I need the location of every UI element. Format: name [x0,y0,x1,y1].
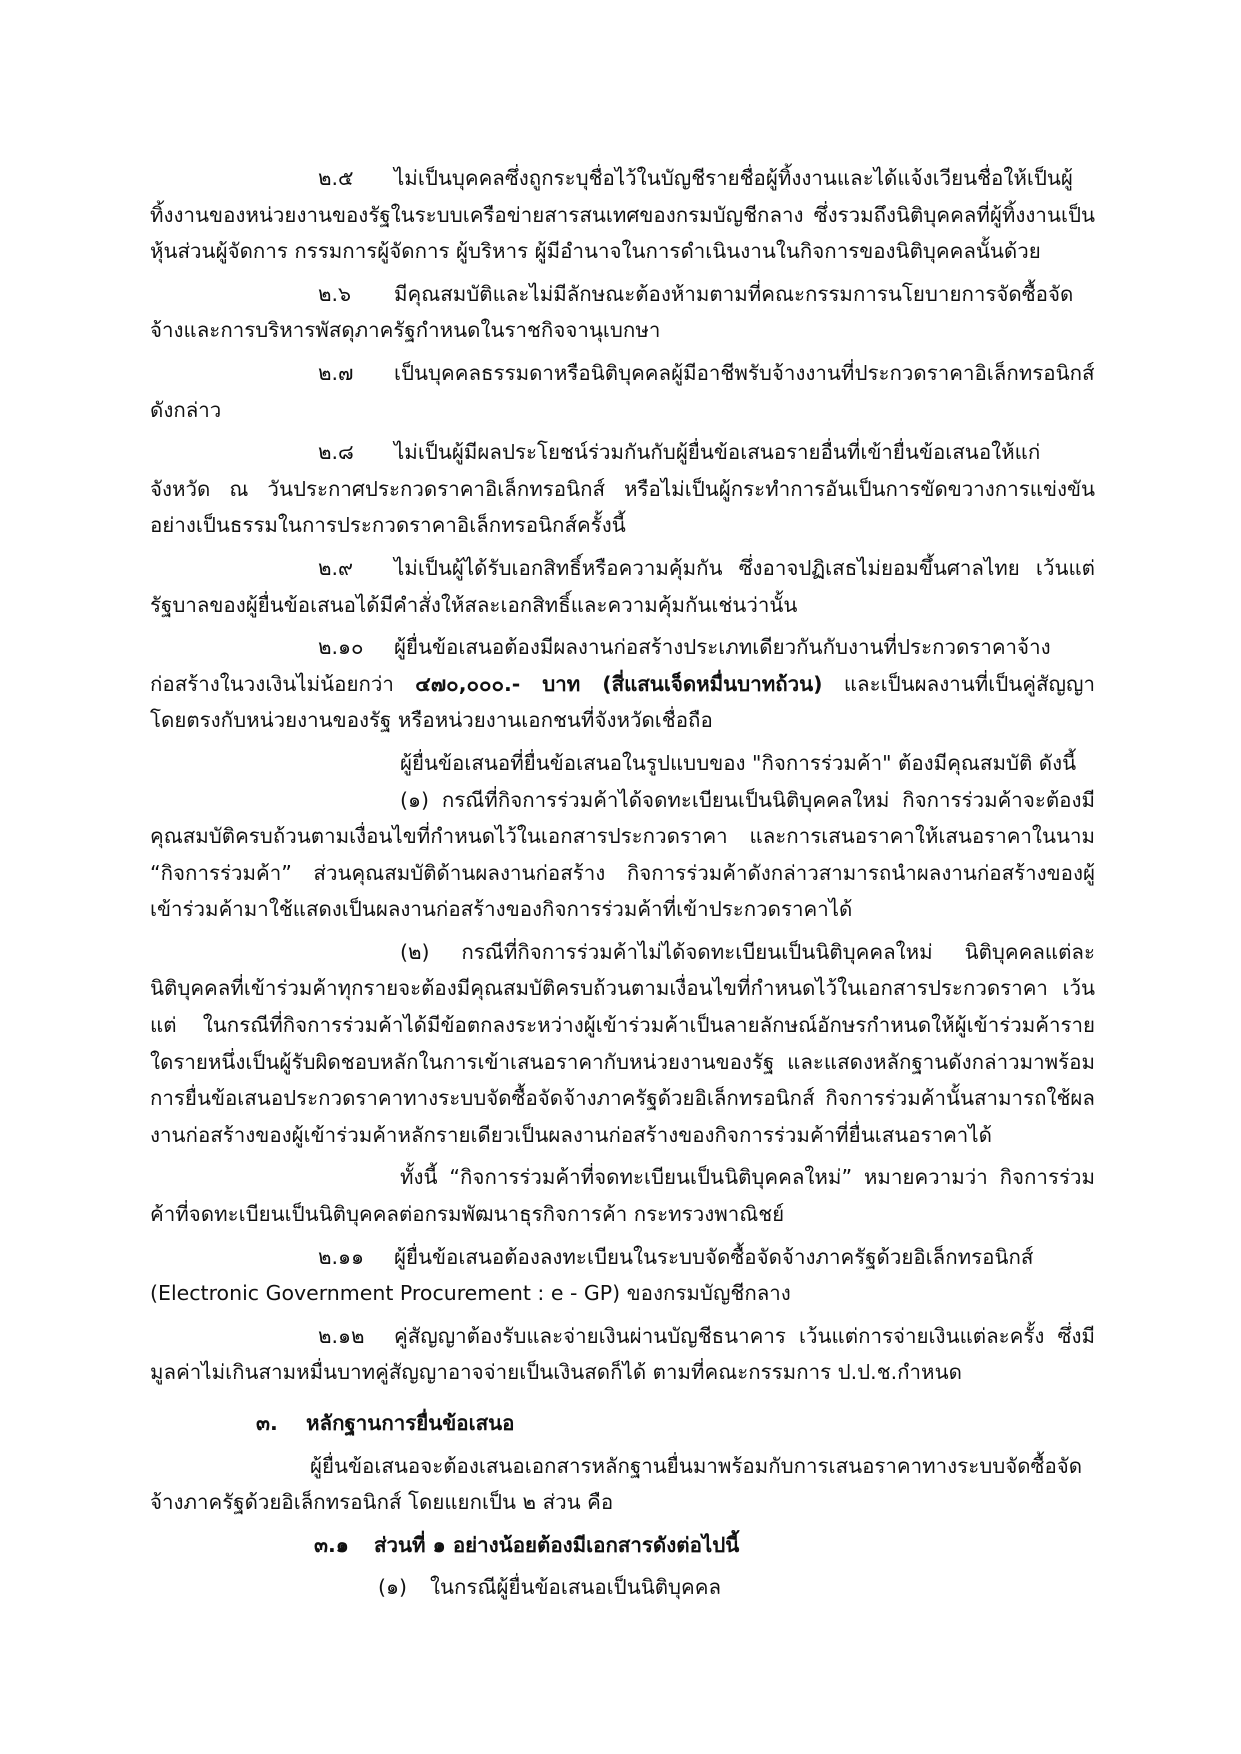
joint-venture-case-1: (๑) กรณีที่กิจการร่วมค้าได้จดทะเบียนเป็นนิติบุคคลใหม่ กิจการร่วมค้าจะต้องมีคุณสมบัติครบถ้วนตามเงื่อนไขที่กำหนดไว้ในเอกสารประกวดราคา และการเสนอราคาให้เสนอราคาในนาม “กิจการร่วมค้า” ส่วนคุณสมบัติด้านผลงานก่อสร้าง กิจการร่วมค้าดังกล่าวสามารถนำผลงานก่อสร้างของผู้เข้าร่วมค้ามาใช้แสดงเป็นผลงานก่อสร้างของกิจการร่วมค้าที่เข้าประกวดราคาได้ [150,787,1095,922]
clause-number: ๒.๘ [318,440,354,465]
joint-venture-intro: ผู้ยื่นข้อเสนอที่ยื่นข้อเสนอในรูปแบบของ "กิจการร่วมค้า" ต้องมีคุณสมบัติ ดังนี้ [400,750,1077,775]
section-3-1-heading [150,1527,1095,1564]
clause-number: ๒.๑๑ [318,1244,365,1269]
clause-2-7-continuation: ดังกล่าว [150,397,222,422]
clause-text: เป็นบุคคลธรรมดาหรือนิติบุคคลผู้มีอาชีพรับจ้างงานที่ประกวดราคาอิเล็กทรอนิกส์ [394,360,1095,385]
section-title: ส่วนที่ ๑ อย่างน้อยต้องมีเอกสารดังต่อไปนี้ [374,1532,740,1557]
clause-2-5 [150,160,1095,270]
section-3-1-item-1 [150,1569,1095,1606]
joint-venture-case-2: (๒) กรณีที่กิจการร่วมค้าไม่ได้จดทะเบียนเป็นนิติบุคคลใหม่ นิติบุคคลแต่ละนิติบุคคลที่เข้าร่วมค้าทุกรายจะต้องมีคุณสมบัติครบถ้วนตามเงื่อนไขที่กำหนดไว้ในเอกสารประกวดราคา เว้นแต่ ในกรณีที่กิจการร่วมค้าได้มีข้อตกลงระหว่างผู้เข้าร่วมค้าเป็นลายลักษณ์อักษรกำหนดให้ผู้เข้าร่วมค้ารายใดรายหนึ่งเป็นผู้รับผิดชอบหลักในการเข้าเสนอราคากับหน่วยงานของรัฐ และแสดงหลักฐานดังกล่าวมาพร้อมการยื่นข้อเสนอประกวดราคาทางระบบจัดซื้อจัดจ้างภาครัฐด้วยอิเล็กทรอนิกส์ กิจการร่วมค้านั้นสามารถใช้ผลงานก่อสร้างของผู้เข้าร่วมค้าหลักรายเดียวเป็นผลงานก่อสร้างของกิจการร่วมค้าที่ยื่นเสนอราคาได้ [150,939,1095,1147]
clause-text: ผู้ยื่นข้อเสนอต้องมีผลงานก่อสร้างประเภทเดียวกันกับงานที่ประกวดราคาจ้างก่อสร้างในวงเงินไม่น้อยกว่า [150,635,1051,696]
section-3-heading [150,1405,1095,1442]
section-3-text: ผู้ยื่นข้อเสนอจะต้องเสนอเอกสารหลักฐานยื่นมาพร้อมกับการเสนอราคาทางระบบจัดซื้อจัดจ้างภาครัฐด้วยอิเล็กทรอนิกส์ โดยแยกเป็น ๒ ส่วน คือ [150,1453,1083,1515]
clause-text: ผู้ยื่นข้อเสนอต้องลงทะเบียนในระบบจัดซื้อจัดจ้างภาครัฐด้วยอิเล็กทรอนิกส์ (Electronic Government Procurement : e - GP) ของกรมบัญชีกลาง [150,1244,1034,1306]
clause-2-11 [150,1239,1095,1312]
clause-number: ๒.๗ [318,360,354,385]
clause-2-9 [150,550,1095,623]
clause-number: ๒.๖ [318,281,352,306]
clause-number: ๒.๙ [318,555,354,580]
clause-text-after: และเป็นผลงานที่เป็นคู่สัญญาโดยตรงกับหน่วยงานของรัฐ หรือหน่วยงานเอกชนที่จังหวัดเชื่อถือ [150,671,1095,733]
section-number: ๓.๑ [314,1532,349,1557]
item-text: ในกรณีผู้ยื่นข้อเสนอเป็นนิติบุคคล [430,1575,722,1600]
clause-text: มีคุณสมบัติและไม่มีลักษณะต้องห้ามตามที่คณะกรรมการนโยบายการจัดซื้อจัดจ้างและการบริหารพัสดุภาครัฐกำหนดในราชกิจจานุเบกษา [150,281,1074,343]
clause-text: ไม่เป็นผู้ได้รับเอกสิทธิ์หรือความคุ้มกัน ซึ่งอาจปฏิเสธไม่ยอมขึ้นศาลไทย เว้นแต่รัฐบาลของผู้ยื่นข้อเสนอได้มีคำสั่งให้สละเอกสิทธิ์และความคุ้มกันเช่นว่านั้น [150,555,1095,617]
clause-2-12 [150,1318,1095,1391]
clause-2-8 [150,434,1095,544]
clause-text: ไม่เป็นบุคคลซึ่งถูกระบุชื่อไว้ในบัญชีรายชื่อผู้ทิ้งงานและได้แจ้งเวียนชื่อให้เป็นผู้ทิ้งงานของหน่วยงานของรัฐในระบบเครือข่ายสารสนเทศของกรมบัญชีกลาง ซึ่งรวมถึงนิติบุคคลที่ผู้ทิ้งงานเป็นหุ้นส่วนผู้จัดการ กรรมการผู้จัดการ ผู้บริหาร ผู้มีอำนาจในการดำเนินงานในกิจการของนิติบุคคลนั้นด้วย [150,166,1095,264]
clause-text: ไม่เป็นผู้มีผลประโยชน์ร่วมกันกับผู้ยื่นข้อเสนอรายอื่นที่เข้ายื่นข้อเสนอให้แก่ จังหวัด ณ วันประกาศประกวดราคาอิเล็กทรอนิกส์ หรือไม่เป็นผู้กระทำการอันเป็นการขัดขวางการแข่งขันอย่างเป็นธรรมในการประกวดราคาอิเล็กทรอนิกส์ครั้งนี้ [150,440,1095,538]
item-number: (๑) [378,1575,408,1600]
contract-amount: ๔๗๐,๐๐๐.- บาท (สี่แสนเจ็ดหมื่นบาทถ้วน) [415,671,823,696]
clause-text: คู่สัญญาต้องรับและจ่ายเงินผ่านบัญชีธนาคาร เว้นแต่การจ่ายเงินแต่ละครั้ง ซึ่งมีมูลค่าไม่เกินสามหมื่นบาทคู่สัญญาอาจจ่ายเป็นเงินสดก็ได้ ตามที่คณะกรรมการ ป.ป.ช.กำหนด [150,1323,1095,1385]
clause-2-7 [150,355,1095,392]
clause-2-10 [150,629,1095,739]
clause-number: ๒.๑๒ [318,1323,365,1348]
document-body [150,160,1095,1612]
clause-number: ๒.๑๐ [318,635,364,660]
clause-number: ๒.๕ [318,166,354,190]
clause-2-6 [150,276,1095,349]
section-title: หลักฐานการยื่นข้อเสนอ [306,1411,515,1435]
joint-venture-definition: ทั้งนี้ “กิจการร่วมค้าที่จดทะเบียนเป็นนิติบุคคลใหม่” หมายความว่า กิจการร่วมค้าที่จดทะเบียนเป็นนิติบุคคลต่อกรมพัฒนาธุรกิจการค้า กระทรวงพาณิชย์ [150,1165,1095,1227]
section-number: ๓. [256,1411,278,1435]
